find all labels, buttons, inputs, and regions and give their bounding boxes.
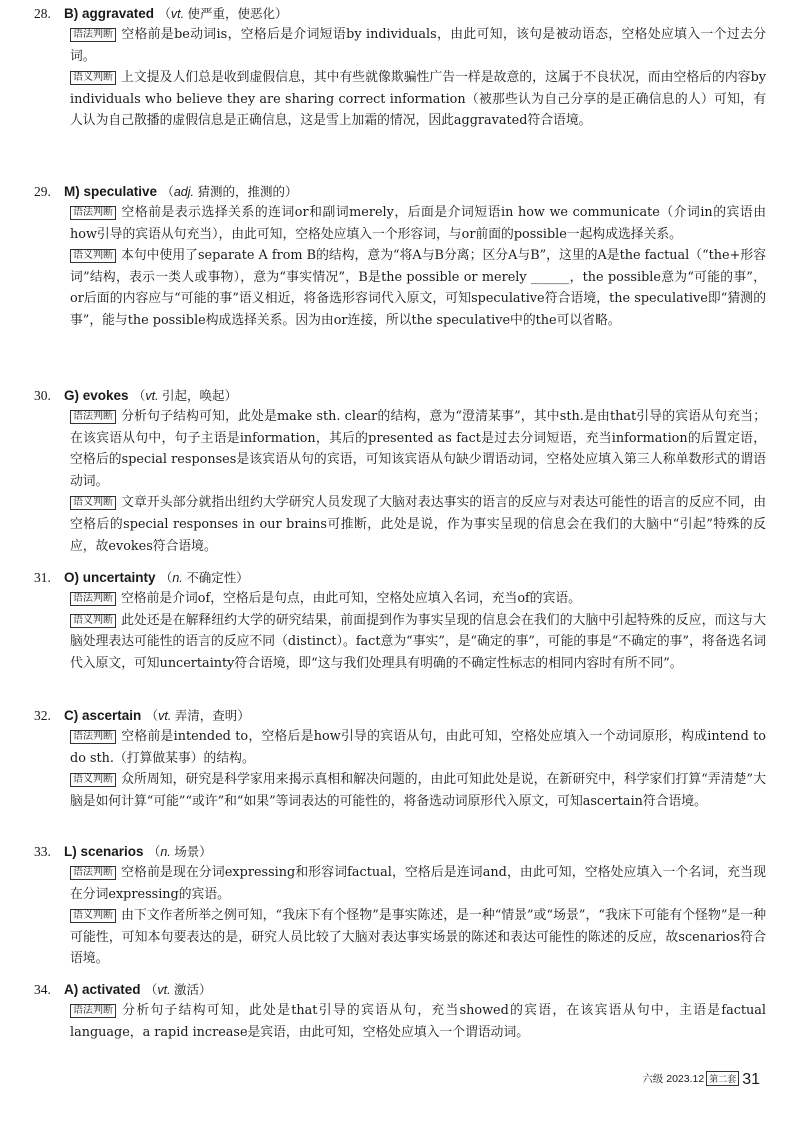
semantic-explanation: 语义判断 此处还是在解释纽约大学的研究结果，前面提到作为事实呈现的信息会在我们的大脑中引起特殊的反应，而这与大脑处理表达可能性的语言的反应不同（distinct）。fact意为“事实”，是“确定的事”，可能的事是“不确定的事”，将备选名词代入原文，可知uncertainty符合语境，即“这与我们处理具有明确的不确定性标志的相同内容时有所不同”。 [70, 612, 766, 671]
answer-word: A) activated [64, 982, 141, 997]
item-number: 33. [34, 844, 51, 859]
part-of-speech: vt. [170, 7, 185, 21]
answer-heading: 30. G) evokes （vt. 引起，唤起） [34, 386, 766, 406]
answer-heading: 33. L) scenarios （n. 场景） [34, 842, 766, 862]
answer-heading: 29. M) speculative （adj. 猜测的，推测的） [34, 182, 766, 202]
grammar-tag: 语法判断 [70, 730, 116, 744]
answer-heading: 28. B) aggravated （vt. 使严重，使恶化） [34, 4, 766, 24]
part-of-speech: vt. [157, 983, 171, 997]
word-gloss: 使严重，使恶化 [187, 7, 276, 21]
answer-heading: 31. O) uncertainty （n. 不确定性） [34, 568, 766, 588]
grammar-explanation: 语法判断 空格前是现在分词expressing和形容词factual，空格后是连词and，由此可知，空格处应填入一个名词，充当现在分词expressing的宾语。 [70, 865, 766, 902]
semantic-tag: 语义判断 [70, 496, 116, 510]
grammar-explanation: 语法判断 空格前是介词of，空格后是句点，由此可知，空格处应填入名词，充当of的宾语。 [70, 588, 766, 610]
grammar-explanation: 语法判断 分析句子结构可知，此处是make sth. clear的结构，意为“澄清某事”，其中sth.是由that引导的宾语从句充当；在该宾语从句中，句子主语是information，其后的presented as fact是过去分词短语，充当information的后置定语，空格后的special responses是该宾语从句的宾语，可知该宾语从句缺少谓语动词，空格处应填入第三人称单数形式的谓语动词。 [70, 409, 766, 489]
word-gloss: 激活 [174, 983, 200, 997]
semantic-explanation: 语义判断 由下文作者所举之例可知，“我床下有个怪物”是事实陈述，是一种“情景”或“场景”，“我床下可能有个怪物”是一种可能性，可知本句要表达的是，研究人员比较了大脑对表达事实场景的陈述和表达可能性的陈述的反应，故scenarios符合语境。 [70, 908, 766, 967]
page-number: 31 [742, 1071, 760, 1088]
item-number: 32. [34, 708, 51, 723]
answer-item-34 [34, 980, 766, 1043]
answer-word: L) scenarios [64, 844, 144, 859]
item-number: 34. [34, 982, 51, 997]
grammar-tag: 语法判断 [70, 28, 116, 42]
grammar-explanation: 语法判断 分析句子结构可知，此处是that引导的宾语从句，充当showed的宾语，在该宾语从句中，主语是factual language，a rapid increase是宾语，由此可知，空格处应填入一个谓语动词。 [70, 1003, 766, 1040]
answer-heading: 34. A) activated （vt. 激活） [34, 980, 766, 1000]
part-of-speech: adj. [173, 185, 194, 199]
answer-word: B) aggravated [64, 6, 155, 21]
answer-word: C) ascertain [64, 708, 142, 723]
semantic-tag: 语义判断 [70, 614, 116, 628]
word-gloss: 引起，唤起 [162, 389, 225, 403]
word-gloss: 场景 [174, 845, 200, 859]
grammar-explanation: 语法判断 空格前是be动词is，空格后是介词短语by individuals，由此可知，该句是被动语态，空格处应填入一个过去分词。 [70, 27, 766, 64]
answer-item-29 [34, 182, 766, 332]
semantic-tag: 语义判断 [70, 773, 116, 787]
grammar-tag: 语法判断 [70, 410, 116, 424]
semantic-explanation: 语义判断 上文提及人们总是收到虚假信息，其中有些就像欺骗性广告一样是故意的，这属于不良状况，而由空格后的内容by individuals who believe they are sharing correct information（被那些认为自己分享的是正确信息的人）可知，有人认为自己散播的虚假信息是正确信息，这是雪上加霜的情况，因此aggravated符合语境。 [70, 70, 766, 129]
word-gloss: 弄清，查明 [174, 709, 238, 723]
item-number: 31. [34, 570, 51, 585]
word-gloss: 不确定性 [186, 571, 237, 585]
semantic-explanation: 语义判断 本句中使用了separate A from B的结构，意为“将A与B分离；区分A与B”，这里的A是the factual（“the+形容词”结构，表示一类人或事物），意为“事实情况”，B是the possible or merely ______，the possible意为“可能的事”，or后面的内容应与“可能的事”语义相近，将备选形容词代入原文，可知speculative符合语境，the speculative即“猜测的事”，能与the possible构成选择关系。因为由or连接，所以the speculative中的the可以省略。 [70, 248, 766, 328]
grammar-tag: 语法判断 [70, 1004, 116, 1018]
answer-item-31 [34, 568, 766, 674]
grammar-tag: 语法判断 [70, 866, 116, 880]
answer-item-33 [34, 842, 766, 970]
part-of-speech: vt. [145, 389, 159, 403]
item-number: 29. [34, 184, 51, 199]
answer-heading: 32. C) ascertain （vt. 弄清，查明） [34, 706, 766, 726]
semantic-explanation: 语义判断 众所周知，研究是科学家用来揭示真相和解决问题的，由此可知此处是说，在新研究中，科学家们打算“弄清楚”大脑是如何计算“可能”“或许”和“如果”等词表达的可能性的，将备选动词原形代入原文，可知ascertain符合语境。 [70, 772, 766, 809]
grammar-explanation: 语法判断 空格前是intended to，空格后是how引导的宾语从句，由此可知，空格处应填入一个动词原形，构成intend to do sth.（打算做某事）的结构。 [70, 729, 766, 766]
item-number: 30. [34, 388, 51, 403]
semantic-tag: 语义判断 [70, 71, 116, 85]
set-label-box: 第二套 [706, 1071, 739, 1086]
item-number: 28. [34, 6, 51, 21]
grammar-tag: 语法判断 [70, 206, 116, 220]
semantic-explanation: 语义判断 文章开头部分就指出纽约大学研究人员发现了大脑对表达事实的语言的反应与对表达可能性的语言的反应不同，由空格后的special responses in our brains可推断，此处是说，作为事实呈现的信息会在我们的大脑中“引起”特殊的反应，故evokes符合语境。 [70, 495, 766, 554]
grammar-tag: 语法判断 [70, 592, 116, 606]
part-of-speech: n. [160, 845, 171, 859]
semantic-tag: 语义判断 [70, 909, 116, 923]
grammar-explanation: 语法判断 空格前是表示选择关系的连词or和副词merely，后面是介词短语in how we communicate（介词in的宾语由how引导的宾语从句充当），由此可知，空格处应填入一个形容词，与or前面的possible一起构成选择关系。 [70, 205, 766, 242]
word-gloss: 猜测的，推测的 [197, 185, 285, 199]
answer-item-30 [34, 386, 766, 557]
exam-label: 六级 2023.12 [642, 1073, 705, 1085]
answer-item-32 [34, 706, 766, 812]
answer-word: O) uncertainty [64, 570, 156, 585]
answer-item-28 [34, 4, 766, 132]
part-of-speech: vt. [158, 709, 172, 723]
answer-word: M) speculative [64, 184, 158, 199]
answer-word: G) evokes [64, 388, 129, 403]
semantic-tag: 语义判断 [70, 249, 116, 263]
part-of-speech: n. [172, 571, 183, 585]
page-footer [642, 1071, 760, 1089]
